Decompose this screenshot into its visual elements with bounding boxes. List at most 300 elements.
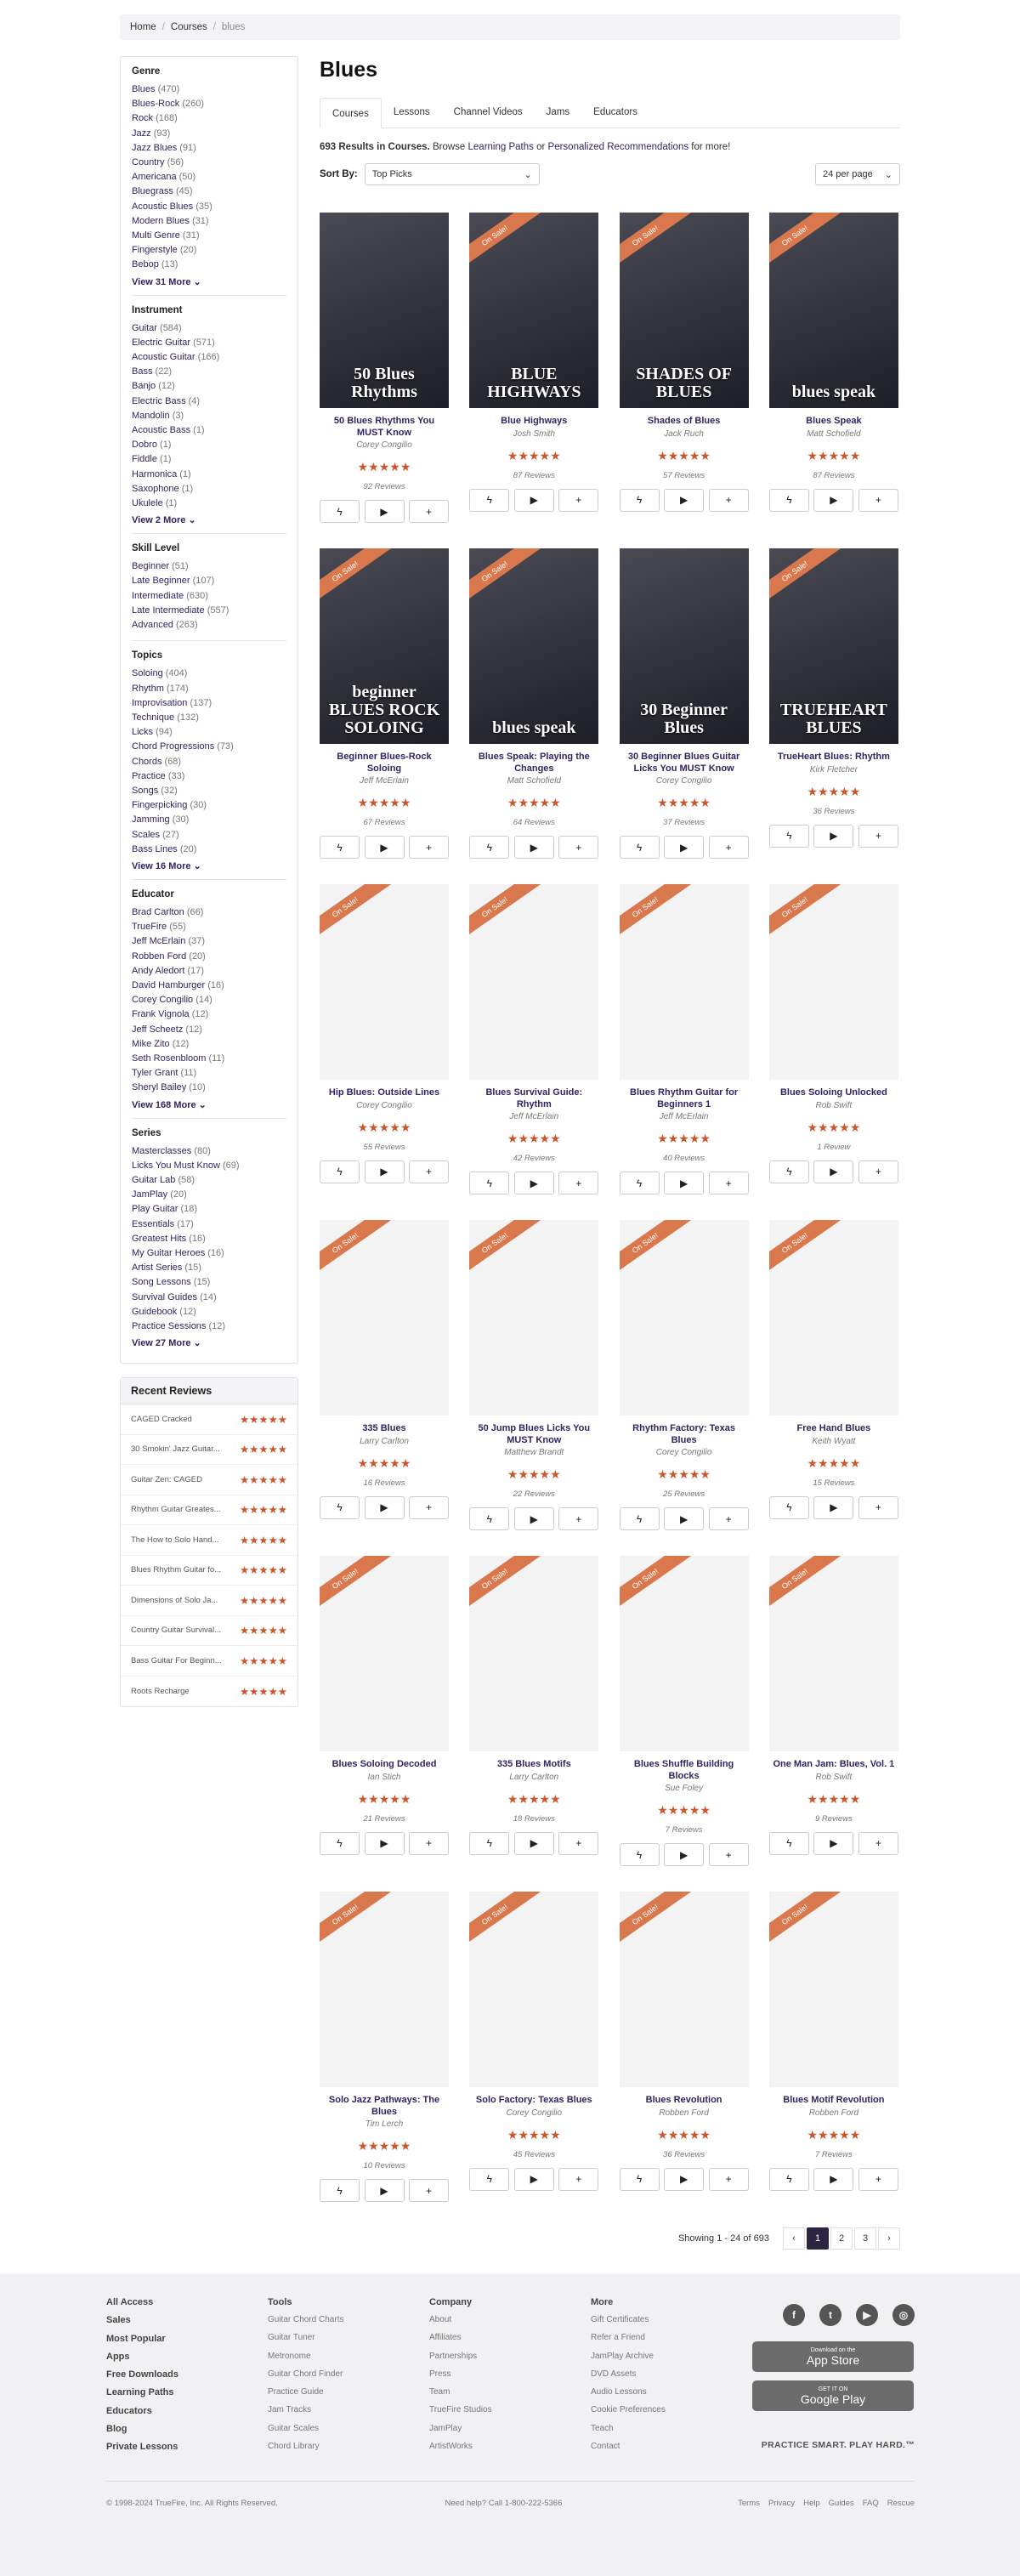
filter-item[interactable] xyxy=(132,350,286,365)
filter-item[interactable] xyxy=(132,365,286,379)
add-to-list-button[interactable] xyxy=(858,1832,898,1855)
add-to-list-button[interactable] xyxy=(558,1172,598,1194)
course-author[interactable]: Kirk Fletcher xyxy=(809,764,858,775)
review-row[interactable] xyxy=(121,1495,298,1526)
sort-select[interactable] xyxy=(365,163,540,185)
filter-item[interactable] xyxy=(132,200,286,214)
cover-title: SHADES OF BLUES xyxy=(636,365,732,401)
course-title[interactable]: Hip Blues: Outside Lines xyxy=(328,1087,440,1098)
review-row[interactable] xyxy=(121,1616,298,1647)
filter-item[interactable] xyxy=(132,604,286,618)
filter-item[interactable] xyxy=(132,1188,286,1202)
filter-label: Saxophone xyxy=(132,483,179,494)
filter-item[interactable] xyxy=(132,769,286,784)
review-row[interactable] xyxy=(121,1404,298,1435)
course-title[interactable]: 50 Blues Rhythms You MUST Know xyxy=(333,416,435,438)
review-row[interactable] xyxy=(121,1525,298,1556)
course-cover[interactable] xyxy=(469,1556,598,1751)
play-preview-button[interactable] xyxy=(365,1160,405,1183)
filter-item[interactable] xyxy=(132,482,286,496)
filter-item[interactable] xyxy=(132,156,286,170)
course-cover[interactable] xyxy=(320,548,449,744)
footer-link[interactable]: Guitar Chord Finder xyxy=(268,2369,343,2379)
footer-link[interactable]: Partnerships xyxy=(429,2351,478,2361)
filter-item[interactable] xyxy=(132,1066,286,1081)
play-preview-button[interactable] xyxy=(365,500,405,523)
review-row[interactable] xyxy=(121,1646,298,1677)
google-play-button[interactable] xyxy=(752,2380,914,2411)
filter-item[interactable] xyxy=(132,1037,286,1052)
quick-view-button[interactable] xyxy=(469,836,509,859)
filter-item[interactable] xyxy=(132,97,286,111)
course-cover[interactable] xyxy=(620,884,749,1080)
review-row[interactable] xyxy=(121,1556,298,1586)
quick-view-button[interactable] xyxy=(620,1507,660,1530)
review-row[interactable] xyxy=(121,1465,298,1495)
course-cover[interactable] xyxy=(620,213,749,408)
course-author[interactable]: Jeff McErlain xyxy=(509,1112,559,1121)
course-title[interactable]: Free Hand Blues xyxy=(796,1423,871,1433)
footer-link[interactable]: About xyxy=(429,2315,452,2324)
play-preview-button[interactable] xyxy=(813,2168,853,2191)
filter-item[interactable] xyxy=(132,589,286,604)
footer-link[interactable]: Teach xyxy=(591,2423,614,2433)
filter-item[interactable] xyxy=(132,711,286,725)
page-2-button[interactable]: 2 xyxy=(830,2227,853,2250)
footer-link[interactable]: Private Lessons xyxy=(106,2442,178,2453)
view-more-link[interactable] xyxy=(132,1337,201,1348)
filter-item[interactable] xyxy=(132,964,286,979)
play-preview-button[interactable] xyxy=(813,1832,853,1855)
tab-lessons[interactable]: Lessons xyxy=(393,107,430,117)
footer-link[interactable]: Contact xyxy=(591,2442,620,2452)
footer-bottom-link[interactable]: Help xyxy=(803,2499,820,2508)
play-preview-button[interactable] xyxy=(514,836,554,859)
course-title[interactable]: Solo Factory: Texas Blues xyxy=(475,2095,592,2105)
add-to-list-button[interactable] xyxy=(709,489,749,512)
play-preview-button[interactable] xyxy=(664,836,704,859)
filter-item[interactable] xyxy=(132,725,286,740)
add-to-list-button[interactable] xyxy=(709,1843,749,1866)
play-preview-button[interactable] xyxy=(813,1160,853,1183)
filter-item[interactable] xyxy=(132,905,286,920)
add-to-list-button[interactable] xyxy=(558,836,598,859)
filter-item[interactable] xyxy=(132,1319,286,1334)
filter-item[interactable] xyxy=(132,141,286,156)
quick-view-button[interactable] xyxy=(620,836,660,859)
filter-item[interactable] xyxy=(132,1291,286,1305)
course-title[interactable]: Rhythm Factory: Texas Blues xyxy=(632,1423,735,1445)
add-to-list-button[interactable] xyxy=(409,1496,449,1519)
tab-channel-videos[interactable]: Channel Videos xyxy=(453,107,523,117)
filter-item[interactable] xyxy=(132,170,286,184)
facebook-icon[interactable]: f xyxy=(783,2304,805,2326)
filter-item[interactable] xyxy=(132,1232,286,1246)
add-to-list-button[interactable] xyxy=(858,1496,898,1519)
footer-bottom-link[interactable]: Guides xyxy=(828,2499,854,2508)
course-cover[interactable] xyxy=(620,1892,749,2087)
page-1-button[interactable]: 1 xyxy=(807,2227,829,2250)
filter-item[interactable] xyxy=(132,950,286,964)
add-to-list-button[interactable] xyxy=(709,1507,749,1530)
instagram-icon[interactable]: ◎ xyxy=(892,2304,915,2326)
filter-item[interactable] xyxy=(132,184,286,199)
filter-item[interactable] xyxy=(132,127,286,141)
course-author[interactable]: Corey Congilio xyxy=(655,776,712,786)
filter-item[interactable] xyxy=(132,559,286,574)
course-cover[interactable] xyxy=(620,1220,749,1416)
add-to-list-button[interactable] xyxy=(858,489,898,512)
quick-view-button[interactable] xyxy=(620,489,660,512)
filter-label: Country xyxy=(132,157,165,168)
filter-item[interactable] xyxy=(132,468,286,482)
course-cover[interactable] xyxy=(469,548,598,744)
filter-item[interactable] xyxy=(132,1217,286,1232)
add-to-list-button[interactable] xyxy=(709,836,749,859)
quick-view-button[interactable] xyxy=(320,1496,360,1519)
filter-item[interactable] xyxy=(132,1261,286,1275)
breadcrumb-courses[interactable]: Courses xyxy=(170,22,207,32)
course-title[interactable]: Beginner Blues-Rock Soloing xyxy=(337,752,432,774)
course-author[interactable]: Corey Congilio xyxy=(506,2108,563,2118)
quick-view-button[interactable] xyxy=(769,1832,809,1855)
quick-view-button[interactable] xyxy=(469,1832,509,1855)
course-cover[interactable] xyxy=(620,1556,749,1751)
add-to-list-button[interactable] xyxy=(858,1160,898,1183)
add-to-list-button[interactable] xyxy=(858,2168,898,2191)
view-more-link[interactable] xyxy=(132,860,201,871)
filter-item[interactable] xyxy=(132,618,286,633)
course-author[interactable]: Rob Swift xyxy=(815,1100,853,1110)
course-title[interactable]: Blues Survival Guide: Rhythm xyxy=(485,1087,583,1109)
footer-link[interactable]: Blog xyxy=(106,2424,128,2435)
course-cover[interactable] xyxy=(320,213,449,408)
filter-item[interactable] xyxy=(132,813,286,827)
filter-item[interactable] xyxy=(132,1159,286,1173)
play-preview-button[interactable] xyxy=(365,1832,405,1855)
view-more-link[interactable] xyxy=(132,514,196,525)
play-preview-button[interactable] xyxy=(664,1843,704,1866)
add-to-list-button[interactable] xyxy=(409,2179,449,2202)
filter-item[interactable] xyxy=(132,1081,286,1095)
course-author[interactable]: Corey Congilio xyxy=(655,1448,712,1457)
filter-item[interactable] xyxy=(132,1202,286,1217)
course-title[interactable]: Blues Speak: Playing the Changes xyxy=(478,752,590,774)
course-title[interactable]: Blues Speak xyxy=(806,416,862,426)
course-author[interactable]: Jeff McErlain xyxy=(659,1112,709,1121)
add-to-list-button[interactable] xyxy=(558,489,598,512)
review-row[interactable] xyxy=(121,1435,298,1466)
play-preview-button[interactable] xyxy=(664,2168,704,2191)
course-title[interactable]: Solo Jazz Pathways: The Blues xyxy=(328,2095,440,2117)
footer-bottom-link[interactable]: Rescue xyxy=(887,2499,915,2508)
play-preview-button[interactable] xyxy=(813,489,853,512)
course-title[interactable]: Blues Motif Revolution xyxy=(783,2095,885,2105)
quick-view-button[interactable] xyxy=(469,489,509,512)
tab-courses[interactable]: Courses xyxy=(320,98,382,128)
footer-link[interactable]: TrueFire Studios xyxy=(429,2405,492,2415)
footer-link[interactable]: ArtistWorks xyxy=(429,2442,473,2452)
add-to-list-button[interactable] xyxy=(558,2168,598,2191)
course-title[interactable]: 335 Blues xyxy=(362,1423,406,1433)
course-title[interactable]: 50 Jump Blues Licks You MUST Know xyxy=(478,1423,591,1445)
quick-view-button[interactable] xyxy=(320,1160,360,1183)
play-preview-button[interactable] xyxy=(365,2179,405,2202)
add-to-list-button[interactable] xyxy=(858,825,898,848)
play-preview-button[interactable] xyxy=(365,1496,405,1519)
filter-item[interactable] xyxy=(132,696,286,711)
quick-view-button[interactable] xyxy=(769,489,809,512)
add-to-list-button[interactable] xyxy=(558,1507,598,1530)
add-to-list-button[interactable] xyxy=(409,1160,449,1183)
course-cover[interactable] xyxy=(769,213,898,408)
course-cover[interactable] xyxy=(320,1220,449,1416)
filter-item[interactable] xyxy=(132,755,286,769)
course-cover[interactable] xyxy=(469,884,598,1080)
footer-link[interactable]: DVD Assets xyxy=(591,2369,637,2379)
filter-count: (584) xyxy=(160,322,182,333)
filter-item[interactable] xyxy=(132,336,286,350)
filter-item[interactable] xyxy=(132,993,286,1007)
footer-link[interactable]: Practice Guide xyxy=(268,2387,324,2397)
learning-paths-link[interactable]: Learning Paths xyxy=(468,142,534,152)
review-row[interactable] xyxy=(121,1677,298,1707)
footer-link[interactable]: Guitar Chord Charts xyxy=(268,2315,344,2324)
filter-item[interactable] xyxy=(132,214,286,229)
filter-item[interactable] xyxy=(132,740,286,754)
filter-item[interactable] xyxy=(132,828,286,843)
quick-view-button[interactable] xyxy=(620,1843,660,1866)
filter-item[interactable] xyxy=(132,258,286,272)
filter-item[interactable] xyxy=(132,229,286,243)
course-cover[interactable] xyxy=(620,548,749,744)
footer-link[interactable]: Team xyxy=(429,2387,450,2397)
review-row[interactable] xyxy=(121,1586,298,1616)
play-preview-button[interactable] xyxy=(813,825,853,848)
course-title[interactable]: Blues Revolution xyxy=(645,2095,722,2105)
filter-item[interactable] xyxy=(132,496,286,511)
filter-item[interactable] xyxy=(132,409,286,423)
filter-item[interactable] xyxy=(132,1007,286,1022)
course-author[interactable]: Corey Congilio xyxy=(356,1100,412,1110)
quick-view-button[interactable] xyxy=(320,1832,360,1855)
play-preview-button[interactable] xyxy=(514,1172,554,1194)
review-count: 36 Reviews xyxy=(663,2149,706,2159)
course-author[interactable]: Robben Ford xyxy=(659,2108,709,2118)
footer-bottom-link[interactable]: FAQ xyxy=(862,2499,879,2508)
add-to-list-button[interactable] xyxy=(558,1832,598,1855)
course-author[interactable]: Sue Foley xyxy=(665,1784,704,1793)
course-author[interactable]: Rob Swift xyxy=(815,1772,853,1782)
twitter-icon[interactable]: t xyxy=(819,2304,842,2326)
play-preview-button[interactable] xyxy=(664,1172,704,1194)
filter-count: (15) xyxy=(193,1277,211,1288)
chevron-down-icon: ⌄ xyxy=(884,169,892,180)
page-3-button[interactable]: 3 xyxy=(854,2227,876,2250)
course-author[interactable]: Robben Ford xyxy=(808,2108,859,2118)
prev-page-button[interactable]: ‹ xyxy=(783,2227,805,2250)
quick-view-button[interactable] xyxy=(769,1496,809,1519)
course-cover[interactable] xyxy=(469,1220,598,1416)
filter-item[interactable] xyxy=(132,321,286,336)
add-to-list-button[interactable] xyxy=(709,2168,749,2191)
filter-item[interactable] xyxy=(132,784,286,798)
footer-link[interactable]: Audio Lessons xyxy=(591,2387,647,2397)
course-cover[interactable] xyxy=(769,1892,898,2087)
filter-item[interactable] xyxy=(132,1023,286,1037)
footer-link[interactable]: Guitar Tuner xyxy=(268,2333,315,2343)
play-preview-button[interactable] xyxy=(664,1507,704,1530)
filter-item[interactable] xyxy=(132,111,286,126)
breadcrumb-home[interactable]: Home xyxy=(130,22,156,32)
course-cover[interactable] xyxy=(769,548,898,744)
course-cover[interactable] xyxy=(769,884,898,1080)
course-cover[interactable] xyxy=(769,1220,898,1416)
footer-link[interactable]: Press xyxy=(429,2369,451,2379)
footer-link[interactable]: Learning Paths xyxy=(106,2387,174,2398)
quick-view-button[interactable] xyxy=(469,1172,509,1194)
tab-educators[interactable]: Educators xyxy=(593,107,638,117)
filter-item[interactable] xyxy=(132,1052,286,1066)
quick-view-button[interactable] xyxy=(320,2179,360,2202)
footer-bottom-link[interactable]: Privacy xyxy=(768,2499,796,2508)
add-to-list-button[interactable] xyxy=(409,500,449,523)
course-cover[interactable] xyxy=(469,1892,598,2087)
quick-view-button[interactable] xyxy=(320,836,360,859)
course-title[interactable]: Blues Soloing Decoded xyxy=(332,1759,437,1769)
plus-icon: + xyxy=(575,1837,582,1849)
add-to-list-button[interactable] xyxy=(409,836,449,859)
course-title[interactable]: Blues Rhythm Guitar for Beginners 1 xyxy=(630,1087,739,1109)
quick-view-button[interactable] xyxy=(769,825,809,848)
course-cover[interactable] xyxy=(320,1892,449,2087)
filter-item[interactable] xyxy=(132,243,286,258)
course-cover[interactable] xyxy=(320,884,449,1080)
course-cover[interactable] xyxy=(769,1556,898,1751)
filter-item[interactable] xyxy=(132,798,286,813)
footer-link[interactable]: Guitar Scales xyxy=(268,2423,320,2433)
filter-item[interactable] xyxy=(132,934,286,949)
quick-view-button[interactable] xyxy=(469,1507,509,1530)
footer-link[interactable]: JamPlay xyxy=(429,2423,462,2433)
course-author[interactable]: Larry Carlton xyxy=(509,1772,559,1782)
course-title[interactable]: 335 Blues Motifs xyxy=(496,1759,571,1769)
course-title[interactable]: TrueHeart Blues: Rhythm xyxy=(777,752,890,762)
filter-item[interactable] xyxy=(132,1173,286,1188)
footer-link[interactable]: Metronome xyxy=(268,2351,311,2361)
course-author[interactable]: Jack Ruch xyxy=(664,428,704,439)
filter-item[interactable] xyxy=(132,379,286,394)
course-author[interactable]: Matt Schofield xyxy=(807,428,861,439)
course-title[interactable]: 30 Beginner Blues Guitar Licks You MUST Know xyxy=(627,752,740,774)
filter-item[interactable] xyxy=(132,574,286,588)
footer-link[interactable]: All Access xyxy=(106,2297,154,2307)
per-page-select[interactable] xyxy=(815,163,900,185)
footer-link[interactable]: Sales xyxy=(106,2315,131,2326)
filter-item[interactable] xyxy=(132,667,286,681)
filter-item[interactable] xyxy=(132,438,286,452)
youtube-icon[interactable]: ▶ xyxy=(856,2304,878,2326)
filter-item[interactable] xyxy=(132,920,286,934)
course-author[interactable]: Ian Stich xyxy=(367,1772,401,1782)
quick-view-button[interactable] xyxy=(469,2168,509,2191)
filter-item[interactable] xyxy=(132,1246,286,1261)
play-preview-button[interactable] xyxy=(514,1832,554,1855)
filter-item[interactable] xyxy=(132,423,286,438)
filter-item[interactable] xyxy=(132,843,286,857)
quick-view-button[interactable] xyxy=(769,2168,809,2191)
view-more-link[interactable] xyxy=(132,276,201,287)
tab-jams[interactable]: Jams xyxy=(546,107,570,117)
course-author[interactable]: Keith Wyatt xyxy=(812,1436,856,1446)
course-author[interactable]: Josh Smith xyxy=(513,428,556,439)
footer-link[interactable]: Chord Library xyxy=(268,2442,320,2452)
footer-link[interactable]: Affiliates xyxy=(429,2333,462,2343)
course-cover[interactable] xyxy=(469,213,598,408)
course-title[interactable]: One Man Jam: Blues, Vol. 1 xyxy=(773,1759,895,1769)
quick-view-button[interactable] xyxy=(620,1172,660,1194)
course-author[interactable]: Jeff McErlain xyxy=(360,776,409,786)
view-more-link[interactable] xyxy=(132,1099,207,1110)
quick-view-button[interactable] xyxy=(320,500,360,523)
footer-link[interactable]: Most Popular xyxy=(106,2333,166,2344)
footer-link[interactable]: Gift Certificates xyxy=(591,2315,649,2324)
footer-link[interactable]: JamPlay Archive xyxy=(591,2351,654,2361)
play-preview-button[interactable] xyxy=(514,1507,554,1530)
play-preview-button[interactable] xyxy=(365,836,405,859)
course-author[interactable]: Larry Carlton xyxy=(360,1436,409,1446)
app-store-button[interactable] xyxy=(752,2341,914,2372)
course-author[interactable]: Matt Schofield xyxy=(507,776,561,786)
rating-stars: ★★★★★ xyxy=(239,1564,287,1577)
course-cover[interactable] xyxy=(320,1556,449,1751)
recommendations-link[interactable]: Personalized Recommendations xyxy=(547,142,689,152)
footer-link[interactable]: Apps xyxy=(106,2351,130,2362)
course-title[interactable]: Shades of Blues xyxy=(647,416,721,426)
footer-link[interactable]: Free Downloads xyxy=(106,2369,178,2380)
filter-item[interactable] xyxy=(132,1144,286,1159)
filter-item[interactable] xyxy=(132,452,286,467)
footer-link[interactable]: Jam Tracks xyxy=(268,2405,312,2415)
quick-view-button[interactable] xyxy=(620,2168,660,2191)
course-author[interactable]: Matthew Brandt xyxy=(504,1448,564,1457)
filter-item[interactable] xyxy=(132,394,286,409)
footer-link[interactable]: Educators xyxy=(106,2405,152,2416)
course-author[interactable]: Tim Lerch xyxy=(365,2119,404,2129)
footer-link[interactable]: Cookie Preferences xyxy=(591,2405,666,2415)
add-to-list-button[interactable] xyxy=(409,1832,449,1855)
course-title[interactable]: Blue Highways xyxy=(501,416,568,426)
filter-item[interactable] xyxy=(132,979,286,993)
next-page-button[interactable]: › xyxy=(878,2227,900,2250)
quick-view-button[interactable] xyxy=(769,1160,809,1183)
filter-item[interactable] xyxy=(132,682,286,696)
play-preview-button[interactable] xyxy=(514,2168,554,2191)
filter-item[interactable] xyxy=(132,1305,286,1319)
app-store-label: App Store xyxy=(806,2352,860,2367)
footer-bottom-link[interactable]: Terms xyxy=(738,2499,760,2508)
course-author[interactable]: Corey Congilio xyxy=(356,440,412,450)
filter-item[interactable] xyxy=(132,82,286,97)
course-title[interactable]: Blues Soloing Unlocked xyxy=(779,1087,887,1098)
filter-item[interactable] xyxy=(132,1275,286,1290)
footer-link[interactable]: Refer a Friend xyxy=(591,2333,645,2343)
add-to-list-button[interactable] xyxy=(709,1172,749,1194)
play-preview-button[interactable] xyxy=(664,489,704,512)
course-title[interactable]: Blues Shuffle Building Blocks xyxy=(633,1759,734,1781)
play-preview-button[interactable] xyxy=(813,1496,853,1519)
play-preview-button[interactable] xyxy=(514,489,554,512)
